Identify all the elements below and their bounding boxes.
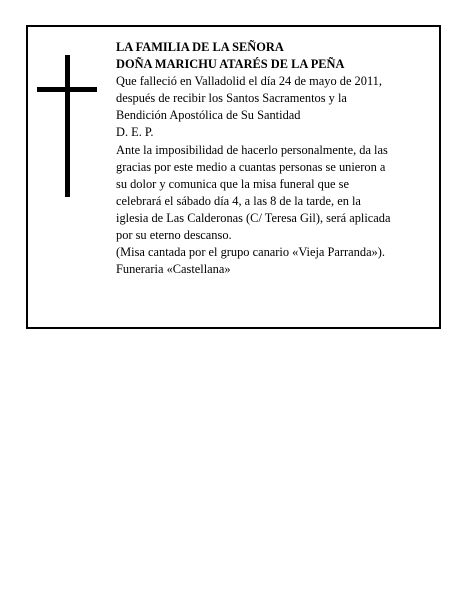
heading-family: LA FAMILIA DE LA SEÑORA bbox=[116, 40, 284, 54]
funeral-home: Funeraria «Castellana» bbox=[116, 262, 231, 277]
notice-text bbox=[116, 39, 434, 278]
thanks-line-5: iglesia de Las Calderonas (C/ Teresa Gil), será aplicada bbox=[116, 210, 391, 225]
cross-horizontal-bar bbox=[37, 87, 97, 92]
thanks-line-1: Ante la imposibilidad de hacerlo personalmente, da las bbox=[116, 142, 388, 157]
obituary-notice bbox=[26, 25, 441, 329]
thanks-line-4: celebrará el sábado día 4, a las 8 de la tarde, en la bbox=[116, 193, 361, 208]
thanks-line-3: su dolor y comunica que la misa funeral que se bbox=[116, 176, 349, 191]
cross-icon bbox=[37, 55, 97, 197]
thanks-line-2: gracias por este medio a cuantas personas se unieron a bbox=[116, 159, 386, 174]
death-line-1: Que falleció en Valladolid el día 24 de mayo de 2011, bbox=[116, 74, 382, 89]
mass-note: (Misa cantada por el grupo canario «Vieja Parranda»). bbox=[116, 245, 385, 260]
thanks-line-6: por su eterno descanso. bbox=[116, 228, 232, 243]
cross-vertical-bar bbox=[65, 55, 70, 197]
death-line-3: Bendición Apostólica de Su Santidad bbox=[116, 108, 301, 123]
dep-line: D. E. P. bbox=[116, 125, 154, 140]
heading-deceased-name: DOÑA MARICHU ATARÉS DE LA PEÑA bbox=[116, 57, 345, 72]
death-line-2: después de recibir los Santos Sacramentos y la bbox=[116, 91, 347, 106]
